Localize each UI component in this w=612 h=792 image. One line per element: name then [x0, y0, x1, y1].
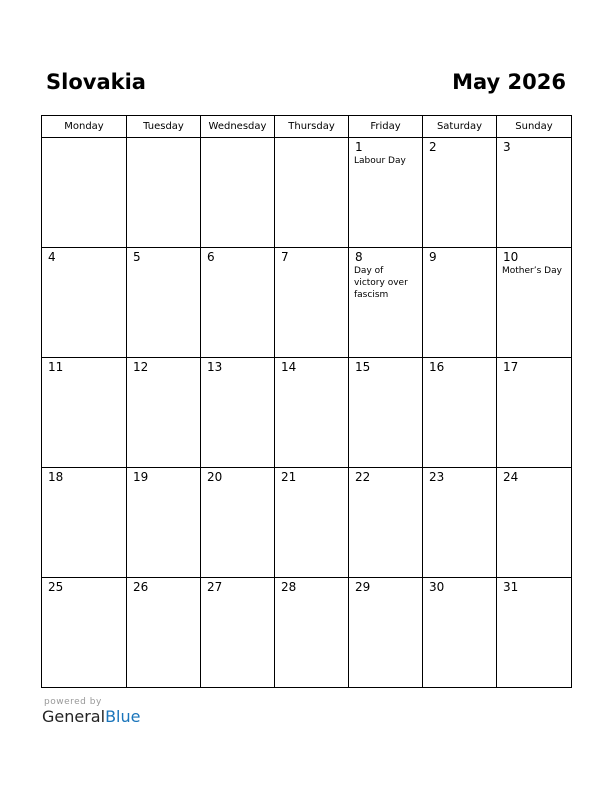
- logo-blue: Blue: [105, 707, 141, 726]
- week-row: [42, 248, 572, 358]
- month-title: May 2026: [452, 70, 566, 94]
- empty-cell: [201, 138, 275, 248]
- day-cell: [349, 358, 423, 468]
- day-number: 24: [503, 470, 519, 484]
- day-number: 12: [133, 360, 149, 374]
- day-cell: [127, 358, 201, 468]
- day-cell: [497, 358, 572, 468]
- holiday-label: Mother’s Day: [502, 266, 562, 276]
- day-number: 15: [355, 360, 371, 374]
- day-number: 3: [503, 140, 511, 154]
- day-cell: [349, 248, 423, 358]
- day-cell: [349, 468, 423, 578]
- weekday-monday: Monday: [42, 116, 127, 138]
- day-number: 22: [355, 470, 371, 484]
- day-number: 16: [429, 360, 445, 374]
- day-cell: [423, 248, 497, 358]
- empty-cell: [42, 138, 127, 248]
- day-number: 25: [48, 580, 64, 594]
- empty-cell: [127, 138, 201, 248]
- country-title: Slovakia: [46, 70, 146, 94]
- day-cell: [423, 468, 497, 578]
- weekday-friday: Friday: [349, 116, 423, 138]
- holiday-label: Day of victory over fascism: [354, 266, 408, 300]
- week-row: [42, 468, 572, 578]
- day-cell: [127, 248, 201, 358]
- day-number: 19: [133, 470, 149, 484]
- day-cell: [497, 578, 572, 688]
- powered-by-text: powered by: [44, 697, 102, 707]
- day-number: 7: [281, 250, 289, 264]
- weekday-header-row: [42, 116, 572, 138]
- weekday-tuesday: Tuesday: [127, 116, 201, 138]
- day-cell: [42, 248, 127, 358]
- weekday-wednesday: Wednesday: [201, 116, 275, 138]
- day-cell: [201, 248, 275, 358]
- weekday-thursday: Thursday: [275, 116, 349, 138]
- day-cell: [423, 578, 497, 688]
- logo-general: General: [42, 707, 106, 726]
- day-cell: [349, 578, 423, 688]
- day-cell: [201, 578, 275, 688]
- week-row: [42, 578, 572, 688]
- day-number: 27: [207, 580, 223, 594]
- day-number: 30: [429, 580, 445, 594]
- day-number: 13: [207, 360, 223, 374]
- day-cell: [275, 358, 349, 468]
- day-number: 10: [503, 250, 519, 264]
- day-number: 17: [503, 360, 519, 374]
- day-number: 14: [281, 360, 297, 374]
- day-number: 28: [281, 580, 297, 594]
- day-cell: [275, 578, 349, 688]
- holiday-label: Labour Day: [354, 156, 406, 166]
- day-cell: [497, 248, 572, 358]
- day-number: 9: [429, 250, 437, 264]
- day-cell: [423, 138, 497, 248]
- day-cell: [42, 358, 127, 468]
- day-cell: [201, 468, 275, 578]
- day-number: 1: [355, 140, 363, 154]
- day-number: 6: [207, 250, 215, 264]
- day-cell: [42, 468, 127, 578]
- day-number: 21: [281, 470, 297, 484]
- week-row: [42, 138, 572, 248]
- day-number: 31: [503, 580, 519, 594]
- day-number: 23: [429, 470, 445, 484]
- day-cell: [497, 138, 572, 248]
- day-number: 26: [133, 580, 149, 594]
- day-cell: [275, 248, 349, 358]
- day-number: 11: [48, 360, 64, 374]
- day-cell: [201, 358, 275, 468]
- day-number: 29: [355, 580, 371, 594]
- day-number: 2: [429, 140, 437, 154]
- day-number: 20: [207, 470, 223, 484]
- day-cell: [127, 578, 201, 688]
- week-row: [42, 358, 572, 468]
- empty-cell: [275, 138, 349, 248]
- day-number: 4: [48, 250, 56, 264]
- day-cell: [127, 468, 201, 578]
- day-cell: [423, 358, 497, 468]
- weekday-sunday: Sunday: [497, 116, 572, 138]
- generalblue-logo[interactable]: [42, 707, 140, 726]
- day-number: 18: [48, 470, 64, 484]
- day-number: 5: [133, 250, 141, 264]
- weekday-saturday: Saturday: [423, 116, 497, 138]
- day-cell: [497, 468, 572, 578]
- day-cell: [349, 138, 423, 248]
- day-cell: [275, 468, 349, 578]
- calendar-grid: [41, 115, 572, 688]
- day-cell: [42, 578, 127, 688]
- day-number: 8: [355, 250, 363, 264]
